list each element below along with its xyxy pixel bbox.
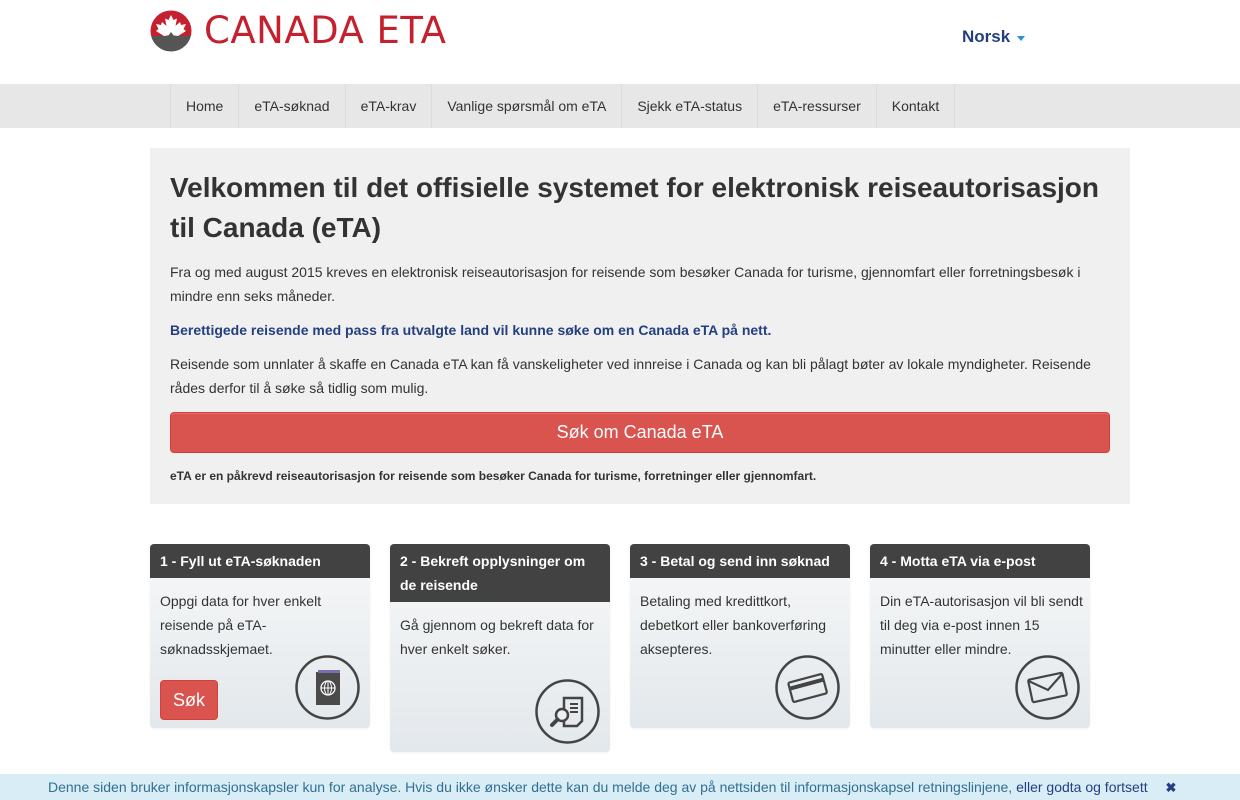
hero-highlight: Berettigede reisende med pass fra utvalgte land vil kunne søke om en Canada eTA på nett. — [170, 322, 772, 338]
close-icon[interactable]: ✖ — [1165, 780, 1177, 795]
credit-card-icon — [775, 655, 840, 720]
step-card-4 — [870, 544, 1090, 728]
nav-item-resources[interactable]: eTA-ressurser — [758, 84, 877, 128]
step-description: Betaling med kredittkort, debetkort eller bankoverføring aksepteres. — [640, 593, 826, 657]
step-title: 2 - Bekreft opplysninger om de reisende — [390, 544, 610, 602]
apply-eta-button[interactable]: Søk om Canada eTA — [170, 412, 1110, 453]
hero-paragraph-warning: Reisende som unnlater å skaffe en Canada eTA kan få vanskeligheter ved innreise i Canada og kan bli pålagt bøter av lokale myndigheter. Reisende rådes derfor til å søke så tidlig som mulig. — [170, 356, 1091, 396]
accept-cookies-link[interactable]: eller godta og fortsett — [1016, 779, 1148, 795]
language-selector[interactable] — [962, 27, 1025, 47]
step-title: 3 - Betal og send inn søknad — [630, 544, 850, 578]
hero-section — [150, 148, 1130, 504]
logo-text: CANADA ETA — [204, 9, 447, 52]
nav-item-check-status[interactable]: Sjekk eTA-status — [622, 84, 758, 128]
language-label: Norsk — [962, 27, 1011, 46]
passport-icon — [295, 655, 360, 720]
caret-down-icon — [1017, 36, 1025, 41]
cookie-message: Denne siden bruker informasjonskapsler kun for analyse. Hvis du ikke ønsker dette kan du melde deg av på nettsiden til informasjonskapsel retningslinjene, — [48, 779, 1013, 795]
hero-note: eTA er en påkrevd reiseautorisasjon for reisende som besøker Canada for turisme, forretninger eller gjennomfart. — [170, 469, 817, 483]
page-title: Velkommen til det offisielle systemet for elektronisk reiseautorisasjon til Canada (eTA) — [170, 172, 1100, 243]
nav-item-eta-krav[interactable]: eTA-krav — [346, 84, 433, 128]
document-search-icon — [535, 679, 600, 744]
envelope-icon — [1015, 655, 1080, 720]
step-card-3 — [630, 544, 850, 728]
main-nav — [0, 84, 1240, 128]
cookie-consent-bar — [0, 774, 1240, 800]
logo[interactable] — [150, 10, 446, 52]
nav-item-contact[interactable]: Kontakt — [877, 84, 955, 128]
step-description: Din eTA-autorisasjon vil bli sendt til deg via e-post innen 15 minutter eller mindre. — [880, 593, 1083, 657]
apply-button[interactable]: Søk — [160, 680, 218, 720]
nav-item-eta-soknad[interactable]: eTA-søknad — [239, 84, 345, 128]
step-card-2 — [390, 544, 610, 752]
step-description: Gå gjennom og bekreft data for hver enkelt søker. — [400, 617, 594, 657]
nav-item-home[interactable]: Home — [171, 84, 239, 128]
step-title: 1 - Fyll ut eTA-søknaden — [150, 544, 370, 578]
step-card-1 — [150, 544, 370, 728]
site-header — [0, 0, 1240, 84]
step-title: 4 - Motta eTA via e-post — [870, 544, 1090, 578]
hero-paragraph-intro: Fra og med august 2015 kreves en elektronisk reiseautorisasjon for reisende som besøker Canada for turisme, gjennomfart eller forretningsbesøk i mindre enn seks måneder. — [170, 264, 1081, 304]
maple-leaf-logo-icon — [150, 10, 192, 52]
nav-item-faq[interactable]: Vanlige spørsmål om eTA — [432, 84, 622, 128]
step-description: Oppgi data for hver enkelt reisende på eTA-søknadsskjemaet. — [160, 593, 322, 657]
